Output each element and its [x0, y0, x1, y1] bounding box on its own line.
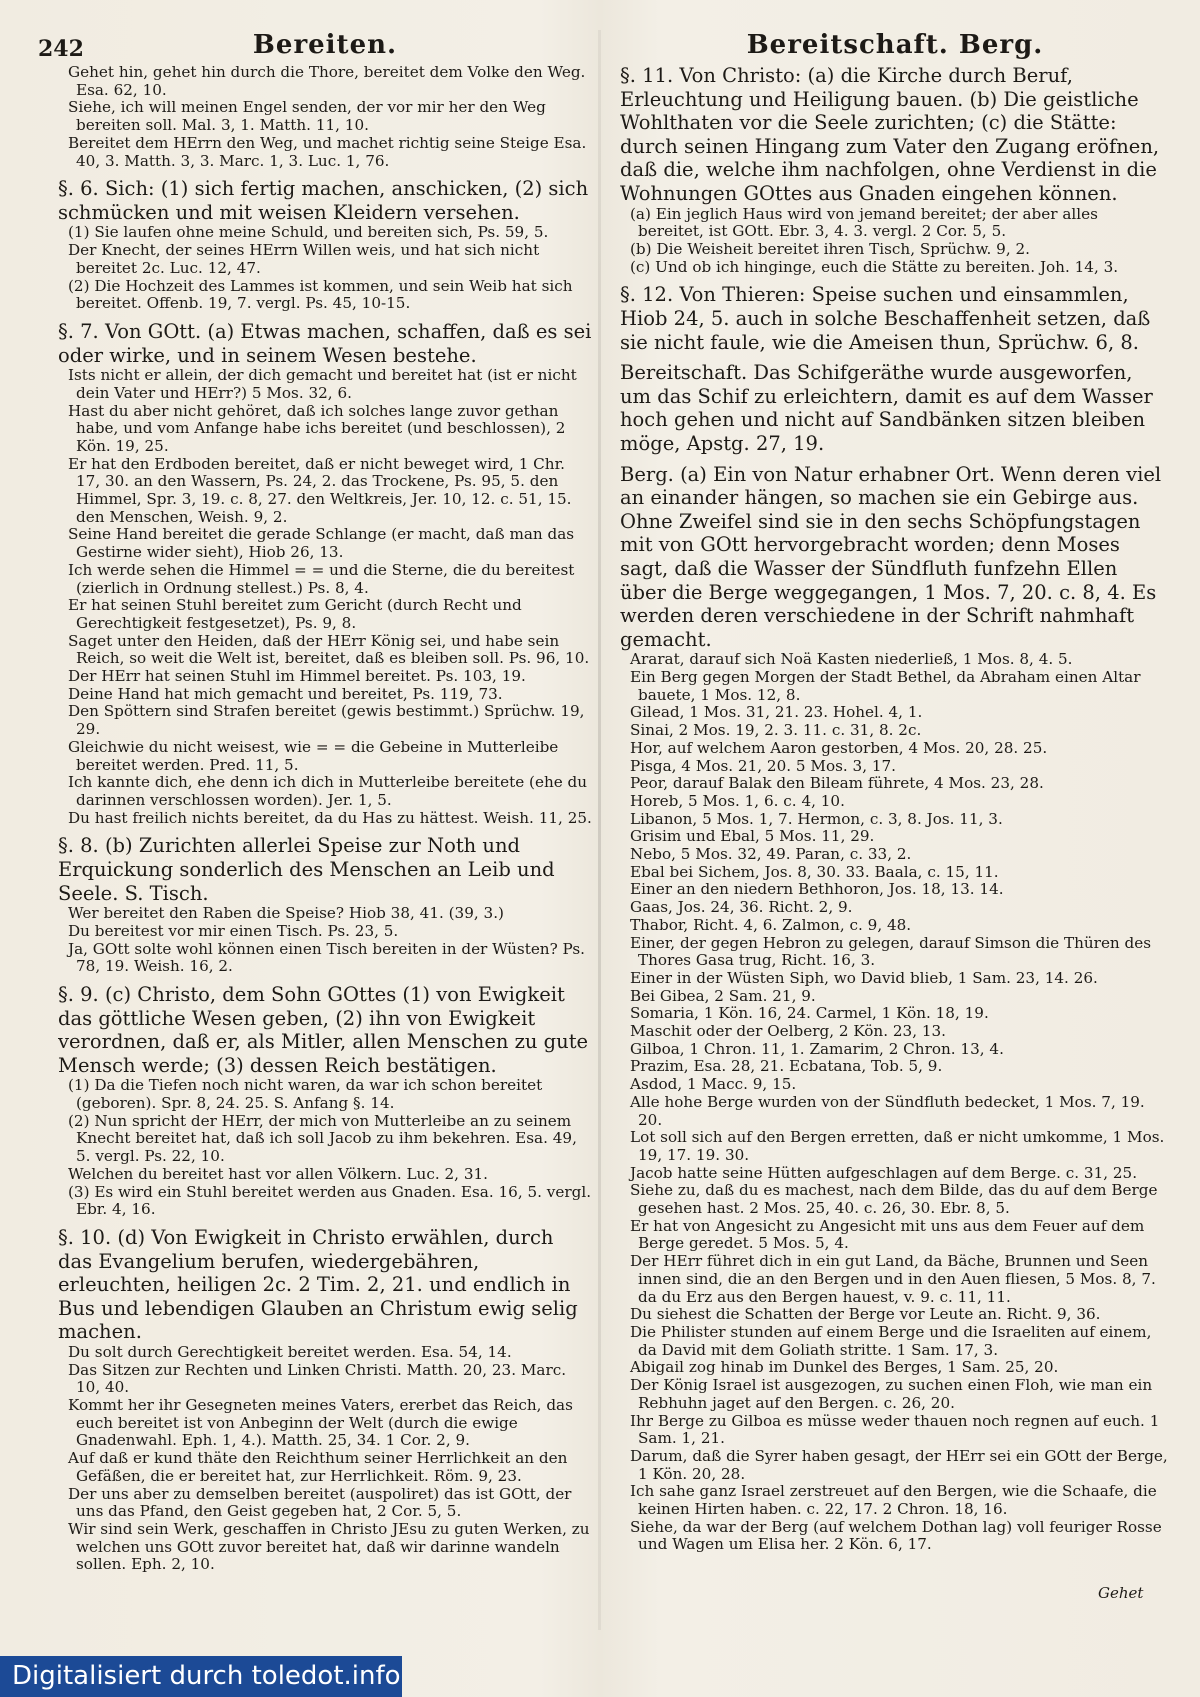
- citation-line: Alle hohe Berge wurden von der Sündfluth bedecket, 1 Mos. 7, 19. 20.: [630, 1092, 1145, 1129]
- citation-line: Gleichwie du nicht weisest, wie = = die Gebeine in Mutterleibe bereitet werden. Pred. 11, 5.: [68, 737, 559, 774]
- citation-line: Auf daß er kund thäte den Reichthum seiner Herrlichkeit an den Gefäßen, die er bereitet hat, zur Herrlichkeit. Röm. 9, 23.: [68, 1449, 568, 1485]
- section-gap: [620, 276, 1168, 283]
- citation-line: Einer, der gegen Hebron zu gelegen, darauf Simson die Thüren des Thores Gasa trug, Richt. 16, 3.: [630, 933, 1152, 970]
- citation-line: Du bereitest vor mir einen Tisch. Ps. 23, 5.: [68, 921, 399, 940]
- citation-line: Ists nicht er allein, der dich gemacht und bereitet hat (ist er nicht dein Vater und HErr?) 5 Mos. 32, 6.: [68, 366, 577, 402]
- citation-line: (a) Ein jeglich Haus wird von jemand bereitet; der aber alles bereitet, ist GOtt. Ebr. 3, 4. 3. vergl. 2 Cor. 5, 5.: [630, 204, 1098, 241]
- citation-line: Deine Hand hat mich gemacht und bereitet, Ps. 119, 73.: [68, 684, 503, 703]
- citation-line: Hast du aber nicht gehöret, daß ich solches lange zuvor gethan habe, und vom Anfange habe ichs bereitet (und beschlossen), 2 Kön. 19, 25.: [68, 401, 566, 455]
- citation-line: (c) Und ob ich hinginge, euch die Stätte zu bereiten. Joh. 14, 3.: [630, 257, 1119, 276]
- citation-line: Du siehest die Schatten der Berge vor Leute an. Richt. 9, 36.: [630, 1305, 1101, 1324]
- citation-line: Grisim und Ebal, 5 Mos. 11, 29.: [630, 827, 875, 846]
- citation-line: Den Spöttern sind Strafen bereitet (gewis bestimmt.) Sprüchw. 19, 29.: [68, 702, 585, 739]
- citation-line: Wer bereitet den Raben die Speise? Hiob 38, 41. (39, 3.): [68, 904, 504, 923]
- citation-line: Horeb, 5 Mos. 1, 6. c. 4, 10.: [630, 791, 845, 810]
- citation-line: Er hat den Erdboden bereitet, daß er nicht beweget wird, 1 Chr. 17, 30. an den Wassern, Ps. 24, 2. das Trockene, Ps. 95, 5. den Himmel, Spr. 3, 19. c. 8, 27. den Weltkreis, Jer. 10, 12. c. 51, 15. den Menschen, Weish. 9, 2.: [68, 454, 572, 526]
- citation-line: Ja, GOtt solte wohl können einen Tisch bereiten in der Wüsten? Ps. 78, 19. Weish. 16, 2.: [68, 939, 585, 976]
- section-gap: [58, 976, 592, 983]
- citation-line: Du solt durch Gerechtigkeit bereitet werden. Esa. 54, 14.: [68, 1342, 512, 1361]
- section-gap: [620, 354, 1168, 361]
- citation-line: (1) Da die Tiefen noch nicht waren, da war ich schon bereitet (geboren). Spr. 8, 24. 25. S. Anfang §. 14.: [68, 1076, 543, 1113]
- citation-line: Somaria, 1 Kön. 16, 24. Carmel, 1 Kön. 18, 19.: [630, 1004, 989, 1023]
- citation-line: Er hat von Angesicht zu Angesicht mit uns aus dem Feuer auf dem Berge geredet. 5 Mos. 5, 4.: [630, 1216, 1145, 1253]
- citation-line: Der HErr hat seinen Stuhl im Himmel bereitet. Ps. 103, 19.: [68, 667, 526, 686]
- citation-line: Einer in der Wüsten Siph, wo David blieb, 1 Sam. 23, 14. 26.: [630, 968, 1098, 987]
- citation-line: Prazim, Esa. 28, 21. Ecbatana, Tob. 5, 9.: [630, 1057, 943, 1076]
- citation-line: Saget unter den Heiden, daß der HErr König sei, und habe sein Reich, so weit die Welt ist, bereitet, daß es bleiben soll. Ps. 96, 10.: [68, 631, 590, 668]
- citation-line: Ich sahe ganz Israel zerstreuet auf den Bergen, wie die Schaafe, die keinen Hirten haben. c. 22, 17. 2 Chron. 18, 16.: [630, 1482, 1157, 1519]
- citation-line: Gilboa, 1 Chron. 11, 1. Zamarim, 2 Chron. 13, 4.: [630, 1039, 1004, 1058]
- citation-line: Siehe, da war der Berg (auf welchem Dothan lag) voll feuriger Rosse und Wagen um Elisa her. 2 Kön. 6, 17.: [630, 1517, 1162, 1554]
- section-gap: [58, 313, 592, 320]
- section-paragraph: §. 11. Von Christo: (a) die Kirche durch Beruf, Erleuchtung und Heiligung bauen. (b) Die geistliche Wohlthaten vor die Seele zurichten; (c) die Stätte: durch seinen Hingang zum Vater den Zugang eröfnen, daß die, welche ihm nachfolgen, ohne Verdienst in die Wohnungen GOttes aus Gnaden eingehen können.: [620, 64, 1160, 205]
- citation-line: Jacob hatte seine Hütten aufgeschlagen auf dem Berge. c. 31, 25.: [630, 1163, 1138, 1182]
- citation-line: Der uns aber zu demselben bereitet (auspoliret) das ist GOtt, der uns das Pfand, den Geist gegeben hat, 2 Cor. 5, 5.: [68, 1484, 572, 1521]
- section-paragraph: Bereitschaft. Das Schifgeräthe wurde ausgeworfen, um das Schif zu erleichtern, damit es auf dem Wasser hoch gehen und nicht auf Sandbänken sitzen bleiben möge, Apstg. 27, 19.: [620, 361, 1153, 455]
- section-paragraph: §. 10. (d) Von Ewigkeit in Christo erwählen, durch das Evangelium berufen, wiedergebähren, erleuchten, heiligen 2c. 2 Tim. 2, 21. und endlich in Bus und lebendigen Glauben an Christum ewig selig machen.: [58, 1225, 578, 1344]
- section-paragraph: §. 8. (b) Zurichten allerlei Speise zur Noth und Erquickung sonderlich des Menschen an Leib und Seele. S. Tisch.: [58, 834, 555, 905]
- citation-line: Ein Berg gegen Morgen der Stadt Bethel, da Abraham einen Altar bauete, 1 Mos. 12, 8.: [630, 667, 1141, 704]
- citation-line: (2) Nun spricht der HErr, der mich von Mutterleibe an zu seinem Knecht bereitet hat, daß ich soll Jacob zu ihm bekehren. Esa. 49, 5. vergl. Ps. 22, 10.: [68, 1111, 577, 1166]
- section-paragraph: Berg. (a) Ein von Natur erhabner Ort. Wenn deren viel an einander hängen, so machen sie ein Gebirge aus. Ohne Zweifel sind sie in den sechs Schöpfungstagen mit von GOtt hervorgebracht worden; denn Moses sagt, daß die Wasser der Sündfluth funfzehn Ellen über die Berge weggegangen, 1 Mos. 7, 20. c. 8, 4. Es werden deren verschiedene in der Schrift nahmhaft gemacht.: [620, 462, 1162, 651]
- section-paragraph: §. 12. Von Thieren: Speise suchen und einsammlen, Hiob 24, 5. auch in solche Beschaffenheit setzen, daß sie nicht faule, wie die Ameisen thun, Sprüchw. 6, 8.: [620, 283, 1151, 354]
- citation-line: Peor, darauf Balak den Bileam führete, 4 Mos. 23, 28.: [630, 774, 1044, 793]
- citation-line: Darum, daß die Syrer haben gesagt, der HErr sei ein GOtt der Berge, 1 Kön. 20, 28.: [630, 1446, 1168, 1483]
- page-number: 242: [38, 36, 84, 62]
- left-column: [58, 64, 592, 1624]
- citation-line: Bei Gibea, 2 Sam. 21, 9.: [630, 986, 816, 1005]
- citation-line: Gilead, 1 Mos. 31, 21. 23. Hohel. 4, 1.: [630, 703, 923, 722]
- citation-line: Siehe zu, daß du es machest, nach dem Bilde, das du auf dem Berge gesehen hast. 2 Mos. 25, 40. c. 26, 30. Ebr. 8, 5.: [630, 1181, 1158, 1218]
- citation-line: Die Philister stunden auf einem Berge und die Israeliten auf einem, da David mit dem Goliath stritte. 1 Sam. 17, 3.: [630, 1323, 1152, 1359]
- citation-line: Der König Israel ist ausgezogen, zu suchen einen Floh, wie man ein Rebhuhn jaget auf den Bergen. c. 26, 20.: [630, 1376, 1153, 1412]
- running-header-right: Bereitschaft. Berg.: [746, 30, 1044, 60]
- citation-line: Pisga, 4 Mos. 21, 20. 5 Mos. 3, 17.: [630, 756, 897, 775]
- citation-line: Gehet hin, gehet hin durch die Thore, bereitet dem Volke den Weg. Esa. 62, 10.: [68, 64, 586, 99]
- citation-line: Libanon, 5 Mos. 1, 7. Hermon, c. 3, 8. Jos. 11, 3.: [630, 809, 1003, 828]
- section-gap: [58, 170, 592, 177]
- citation-line: (1) Sie laufen ohne meine Schuld, und bereiten sich, Ps. 59, 5.: [68, 223, 549, 242]
- citation-line: Du hast freilich nichts bereitet, da du Has zu hättest. Weish. 11, 25.: [68, 808, 592, 827]
- citation-line: Wir sind sein Werk, geschaffen in Christo JEsu zu guten Werken, zu welchen uns GOtt zuvor bereitet hat, daß wir darinne wandeln sollen. Eph. 2, 10.: [68, 1519, 590, 1574]
- citation-line: Das Sitzen zur Rechten und Linken Christi. Matth. 20, 23. Marc. 10, 40.: [68, 1360, 567, 1397]
- citation-line: (b) Die Weisheit bereitet ihren Tisch, Sprüchw. 9, 2.: [630, 239, 1030, 258]
- citation-line: Maschit oder der Oelberg, 2 Kön. 23, 13.: [630, 1022, 947, 1041]
- citation-line: Abigail zog hinab im Dunkel des Berges, 1 Sam. 25, 20.: [630, 1358, 1059, 1377]
- citation-line: (2) Die Hochzeit des Lammes ist kommen, und sein Weib hat sich bereitet. Offenb. 19, 7. vergl. Ps. 45, 10-15.: [68, 276, 573, 313]
- citation-line: Seine Hand bereitet die gerade Schlange (er macht, daß man das Gestirne wider sieht), Hiob 26, 13.: [68, 525, 575, 562]
- citation-line: Bereitet dem HErrn den Weg, und machet richtig seine Steige Esa. 40, 3. Matth. 3, 3. Marc. 1, 3. Luc. 1, 76.: [68, 133, 587, 170]
- citation-line: Sinai, 2 Mos. 19, 2. 3. 11. c. 31, 8. 2c.: [630, 721, 922, 740]
- citation-line: Der HErr führet dich in ein gut Land, da Bäche, Brunnen und Seen innen sind, die an den Bergen und in den Auen fliesen, 5 Mos. 8, 7. da du Erz aus den Bergen hauest, v. 9. c. 11, 11.: [630, 1252, 1156, 1306]
- section-paragraph: §. 9. (c) Christo, dem Sohn GOttes (1) von Ewigkeit das göttliche Wesen geben, (2) ihn von Ewigkeit verordnen, daß er, als Mitler, allen Menschen zu gute Mensch werde; (3) dessen Reich bestätigen.: [58, 982, 589, 1077]
- running-header-left: Bereiten.: [252, 30, 398, 60]
- citation-line: (3) Es wird ein Stuhl bereitet werden aus Gnaden. Esa. 16, 5. vergl. Ebr. 4, 16.: [68, 1182, 592, 1219]
- citation-line: Siehe, ich will meinen Engel senden, der vor mir her den Weg bereiten soll. Mal. 3, 1. Matth. 11, 10.: [68, 98, 546, 135]
- section-paragraph: §. 6. Sich: (1) sich fertig machen, anschicken, (2) sich schmücken und mit weisen Kleidern versehen.: [58, 177, 589, 224]
- citation-line: Welchen du bereitet hast vor allen Völkern. Luc. 2, 31.: [68, 1164, 488, 1183]
- citation-line: Lot soll sich auf den Bergen erretten, daß er nicht umkomme, 1 Mos. 19, 17. 19. 30.: [630, 1128, 1165, 1164]
- citation-line: Kommt her ihr Gesegneten meines Vaters, ererbet das Reich, das euch bereitet ist von Anbeginn der Welt (durch die ewige Gnadenwahl. Eph. 1, 4.). Matth. 25, 34. 1 Cor. 2, 9.: [68, 1396, 573, 1450]
- citation-line: Einer an den niedern Bethhoron, Jos. 18, 13. 14.: [630, 880, 1004, 899]
- section-gap: [58, 827, 592, 834]
- citation-line: Ihr Berge zu Gilboa es müsse weder thauen noch regnen auf euch. 1 Sam. 1, 21.: [630, 1411, 1160, 1448]
- digitization-banner[interactable]: Digitalisiert durch toledot.info: [0, 1656, 402, 1697]
- citation-line: Hor, auf welchem Aaron gestorben, 4 Mos. 20, 28. 25.: [630, 738, 1048, 757]
- page-gutter: [598, 30, 601, 1630]
- section-gap: [620, 456, 1168, 463]
- catchword: Gehet: [1098, 1584, 1144, 1602]
- citation-line: Er hat seinen Stuhl bereitet zum Gericht (durch Recht und Gerechtigkeit festgesetzet), Ps. 9, 8.: [68, 596, 522, 632]
- citation-line: Ebal bei Sichem, Jos. 8, 30. 33. Baala, c. 15, 11.: [630, 862, 999, 881]
- citation-line: Gaas, Jos. 24, 36. Richt. 2, 9.: [630, 898, 853, 917]
- citation-line: Thabor, Richt. 4, 6. Zalmon, c. 9, 48.: [630, 915, 912, 934]
- section-paragraph: §. 7. Von GOtt. (a) Etwas machen, schaffen, daß es sei oder wirke, und in seinem Wesen bestehe.: [58, 319, 592, 367]
- right-column: [620, 64, 1168, 1624]
- section-gap: [58, 1219, 592, 1226]
- citation-line: Ich werde sehen die Himmel = = und die Sterne, die du bereitest (zierlich in Ordnung stellest.) Ps. 8, 4.: [68, 560, 575, 597]
- citation-line: Ich kannte dich, ehe denn ich dich in Mutterleibe bereitete (ehe du darinnen verschlossen worden). Jer. 1, 5.: [68, 773, 588, 809]
- citation-line: Asdod, 1 Macc. 9, 15.: [630, 1075, 797, 1094]
- citation-line: Nebo, 5 Mos. 32, 49. Paran, c. 33, 2.: [630, 845, 912, 864]
- citation-line: Der Knecht, der seines HErrn Willen weis, und hat sich nicht bereitet 2c. Luc. 12, 47.: [68, 241, 540, 277]
- citation-line: Ararat, darauf sich Noä Kasten niederließ, 1 Mos. 8, 4. 5.: [630, 650, 1073, 669]
